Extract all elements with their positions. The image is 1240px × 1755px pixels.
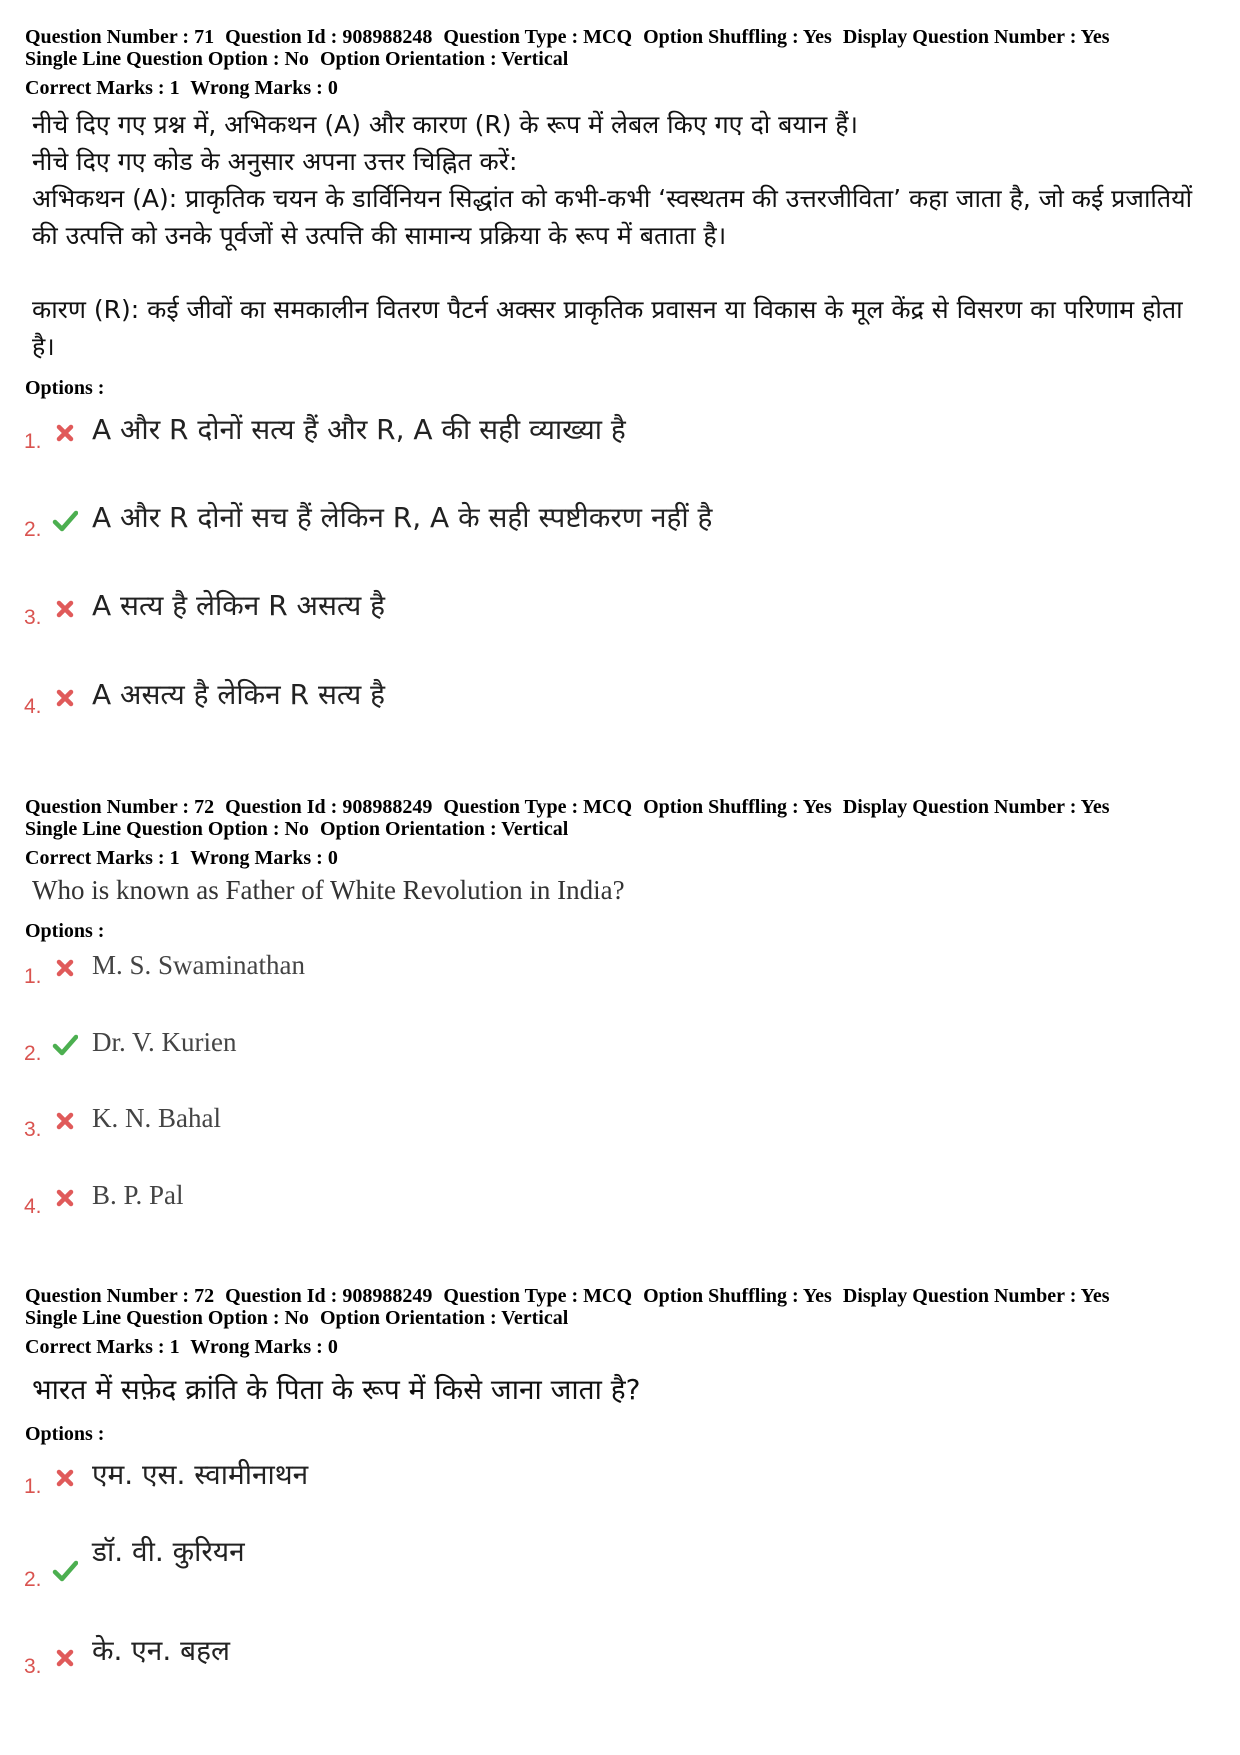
question-id: Question Id : 908988249: [225, 1285, 433, 1307]
question-text-line: Who is known as Father of White Revolution in India?: [32, 875, 625, 905]
option-number: 4.: [24, 695, 42, 718]
display-question-number: Display Question Number : Yes: [842, 796, 1110, 818]
question-meta-line: [25, 1285, 1116, 1307]
option-item: [0, 945, 1200, 991]
question-meta-line: [25, 818, 574, 840]
option-text: डॉ. वी. कुरियन: [92, 1535, 245, 1568]
question-text-line: नीचे दिए गए प्रश्न में, अभिकथन (A) और कारण (R) के रूप में लेबल किए गए दो बयान हैं।: [32, 110, 858, 139]
option-text: एम. एस. स्वामीनाथन: [92, 1458, 309, 1491]
question-id: Question Id : 908988249: [225, 796, 433, 818]
option-number: 2.: [24, 1568, 42, 1591]
single-line-option: Single Line Question Option : No: [25, 818, 309, 840]
cross-mark-icon: [52, 1465, 78, 1491]
question-meta-line: [25, 26, 1116, 48]
display-question-number: Display Question Number : Yes: [842, 26, 1110, 48]
question-text-line: भारत में सफ़ेद क्रांति के पिता के रूप में किसे जाना जाता है?: [32, 1373, 641, 1406]
option-number: 3.: [24, 1118, 42, 1141]
option-number: 4.: [24, 1195, 42, 1218]
cross-mark-icon: [52, 1645, 78, 1671]
options-label: Options :: [25, 1423, 105, 1445]
check-mark-icon: [52, 1032, 78, 1058]
display-question-number: Display Question Number : Yes: [842, 1285, 1110, 1307]
question-number: Question Number : 72: [25, 1285, 215, 1307]
option-number: 2.: [24, 518, 42, 541]
single-line-option: Single Line Question Option : No: [25, 48, 309, 70]
option-item: [0, 1535, 1200, 1594]
option-item: [0, 498, 1200, 544]
question-text: [32, 1368, 1212, 1412]
option-item: [0, 1635, 1200, 1681]
wrong-marks: Wrong Marks : 0: [190, 77, 338, 99]
option-orientation: Option Orientation : Vertical: [319, 818, 569, 840]
cross-mark-icon: [52, 1185, 78, 1211]
option-text: A असत्य है लेकिन R सत्य है: [92, 678, 385, 711]
option-number: 1.: [24, 430, 42, 453]
question-type: Question Type : MCQ: [443, 26, 633, 48]
question-text-line: नीचे दिए गए कोड के अनुसार अपना उत्तर चिह्नित करें:: [32, 147, 518, 176]
correct-marks: Correct Marks : 1: [25, 847, 180, 869]
question-number: Question Number : 71: [25, 26, 215, 48]
question-text: [32, 106, 1212, 365]
wrong-marks: Wrong Marks : 0: [190, 847, 338, 869]
question-id: Question Id : 908988248: [225, 26, 433, 48]
option-item: [0, 1022, 1200, 1068]
option-text: के. एन. बहल: [92, 1634, 230, 1667]
option-number: 3.: [24, 606, 42, 629]
reason-text: कारण (R): कई जीवों का समकालीन वितरण पैटर्न अक्सर प्राकृतिक प्रवासन या विकास के मूल केंद्र से विसरण का परिणाम होता है।: [32, 295, 1183, 361]
marks-line: [25, 1336, 344, 1358]
option-text: A सत्य है लेकिन R असत्य है: [92, 589, 385, 622]
question-text: [32, 872, 1212, 909]
check-mark-icon: [52, 1558, 78, 1584]
cross-mark-icon: [52, 955, 78, 981]
marks-line: [25, 847, 344, 869]
check-mark-icon: [52, 508, 78, 534]
option-number: 1.: [24, 965, 42, 988]
option-number: 1.: [24, 1475, 42, 1498]
question-type: Question Type : MCQ: [443, 796, 633, 818]
option-item: [0, 586, 1200, 632]
question-meta-line: [25, 1307, 574, 1329]
option-shuffling: Option Shuffling : Yes: [643, 26, 832, 48]
option-text: K. N. Bahal: [92, 1103, 221, 1133]
option-text: A और R दोनों सच हैं लेकिन R, A के सही स्पष्टीकरण नहीं है: [92, 501, 713, 534]
single-line-option: Single Line Question Option : No: [25, 1307, 309, 1329]
options-label: Options :: [25, 377, 105, 399]
option-orientation: Option Orientation : Vertical: [319, 48, 569, 70]
correct-marks: Correct Marks : 1: [25, 77, 180, 99]
option-item: [0, 410, 1200, 456]
marks-line: [25, 77, 344, 99]
options-label: Options :: [25, 920, 105, 942]
cross-mark-icon: [52, 685, 78, 711]
option-item: [0, 1455, 1200, 1501]
question-number: Question Number : 72: [25, 796, 215, 818]
option-item: [0, 1175, 1200, 1221]
correct-marks: Correct Marks : 1: [25, 1336, 180, 1358]
question-meta-line: [25, 48, 574, 70]
option-item: [0, 675, 1200, 721]
option-shuffling: Option Shuffling : Yes: [643, 1285, 832, 1307]
option-text: B. P. Pal: [92, 1180, 184, 1210]
option-text: Dr. V. Kurien: [92, 1027, 237, 1057]
cross-mark-icon: [52, 1108, 78, 1134]
question-type: Question Type : MCQ: [443, 1285, 633, 1307]
option-shuffling: Option Shuffling : Yes: [643, 796, 832, 818]
option-item: [0, 1098, 1200, 1144]
question-meta-line: [25, 796, 1116, 818]
option-number: 3.: [24, 1655, 42, 1678]
assertion-text: अभिकथन (A): प्राकृतिक चयन के डार्विनियन सिद्धांत को कभी-कभी ‘स्वस्थतम की उत्तरजीविता’ कहा जाता है, जो कई प्रजातियों की उत्पत्ति को उनके पूर्वजों से उत्पत्ति की सामान्य प्रक्रिया के रूप में बताता है।: [32, 184, 1193, 250]
wrong-marks: Wrong Marks : 0: [190, 1336, 338, 1358]
option-text: A और R दोनों सत्य हैं और R, A की सही व्याख्या है: [92, 413, 626, 446]
cross-mark-icon: [52, 420, 78, 446]
option-number: 2.: [24, 1042, 42, 1065]
option-orientation: Option Orientation : Vertical: [319, 1307, 569, 1329]
cross-mark-icon: [52, 596, 78, 622]
option-text: M. S. Swaminathan: [92, 950, 305, 980]
